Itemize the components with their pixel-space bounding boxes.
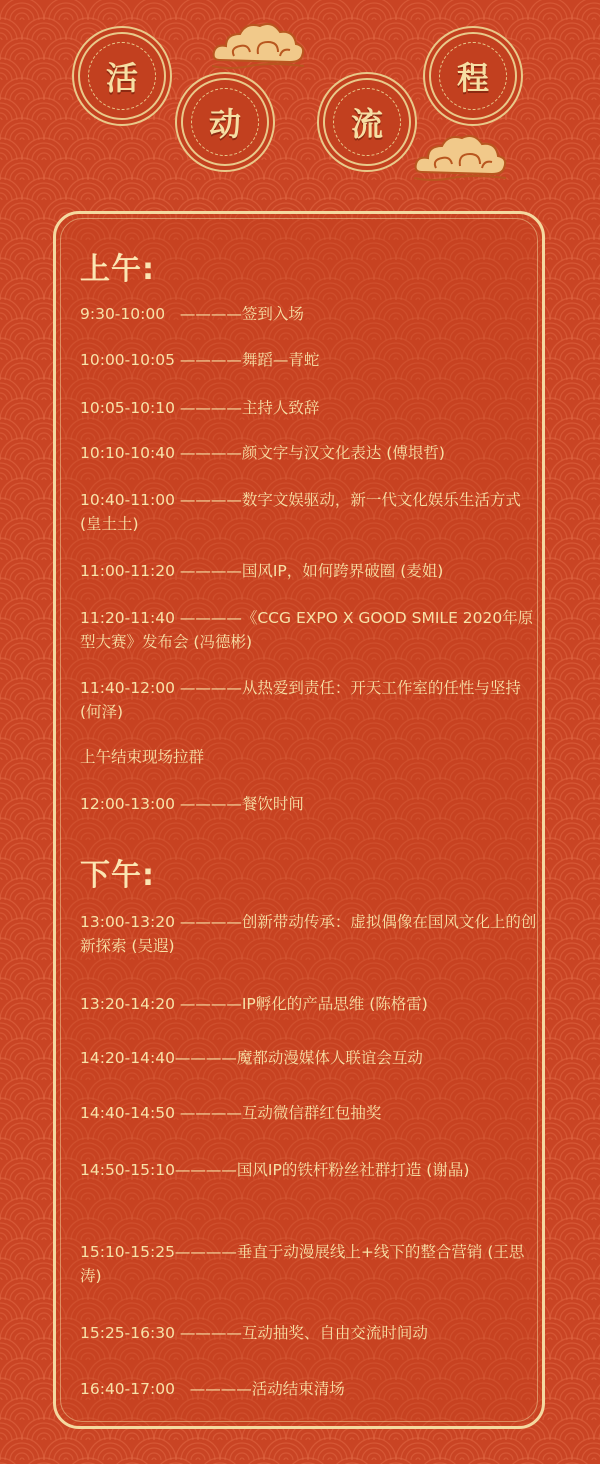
schedule-item: 10:40-11:00 ————数字文娱驱动，新一代文化娱乐生活方式 (皇土土) [80, 491, 526, 533]
afternoon-heading: 下午: [80, 858, 155, 893]
title-badge [323, 78, 411, 166]
title-badge [181, 78, 269, 166]
cloud-icon [412, 128, 508, 186]
schedule-item: 14:50-15:10————国风IP的铁杆粉丝社群打造 (谢晶) [80, 1161, 470, 1179]
schedule-item: 11:00-11:20 ————国风IP，如何跨界破圈 (麦姐) [80, 562, 444, 580]
schedule-item: 10:10-10:40 ————颜文字与汉文化表达 (傅垠哲) [80, 444, 445, 462]
title-character: 活 [105, 59, 138, 97]
schedule-item: 15:25-16:30 ————互动抽奖、自由交流时间动 [80, 1324, 428, 1342]
schedule-item: 11:40-12:00 ————从热爱到责任：开天工作室的任性与坚持 (何泽) [80, 679, 526, 721]
schedule-item: 14:40-14:50 ————互动微信群红包抽奖 [80, 1104, 382, 1122]
cloud-icon [210, 16, 306, 74]
schedule-item: 上午结束现场拉群 [80, 748, 205, 766]
schedule-item: 15:10-15:25————垂直于动漫展线上+线下的整合营销 (王思涛) [80, 1243, 525, 1285]
schedule-item: 14:20-14:40————魔都动漫媒体人联谊会互动 [80, 1049, 423, 1067]
title-badge [429, 32, 517, 120]
title-badge [78, 32, 166, 120]
morning-heading: 上午: [80, 252, 155, 287]
schedule-item: 9:30-10:00 ————签到入场 [80, 305, 304, 323]
title-character: 动 [208, 105, 241, 143]
schedule-item: 10:00-10:05 ————舞蹈—青蛇 [80, 351, 320, 369]
schedule-item: 12:00-13:00 ————餐饮时间 [80, 795, 304, 813]
title-character: 流 [350, 105, 383, 143]
schedule-item: 11:20-11:40 ————《CCG EXPO X GOOD SMILE 2020年原型大赛》发布会 (冯德彬) [80, 609, 534, 651]
schedule-item: 16:40-17:00 ————活动结束清场 [80, 1380, 345, 1398]
schedule-item: 10:05-10:10 ————主持人致辞 [80, 399, 320, 417]
schedule-item: 13:20-14:20 ————IP孵化的产品思维 (陈格雷) [80, 995, 428, 1013]
title-character: 程 [456, 59, 489, 97]
schedule-item: 13:00-13:20 ————创新带动传承：虚拟偶像在国风文化上的创新探索 (吴遐) [80, 913, 537, 955]
